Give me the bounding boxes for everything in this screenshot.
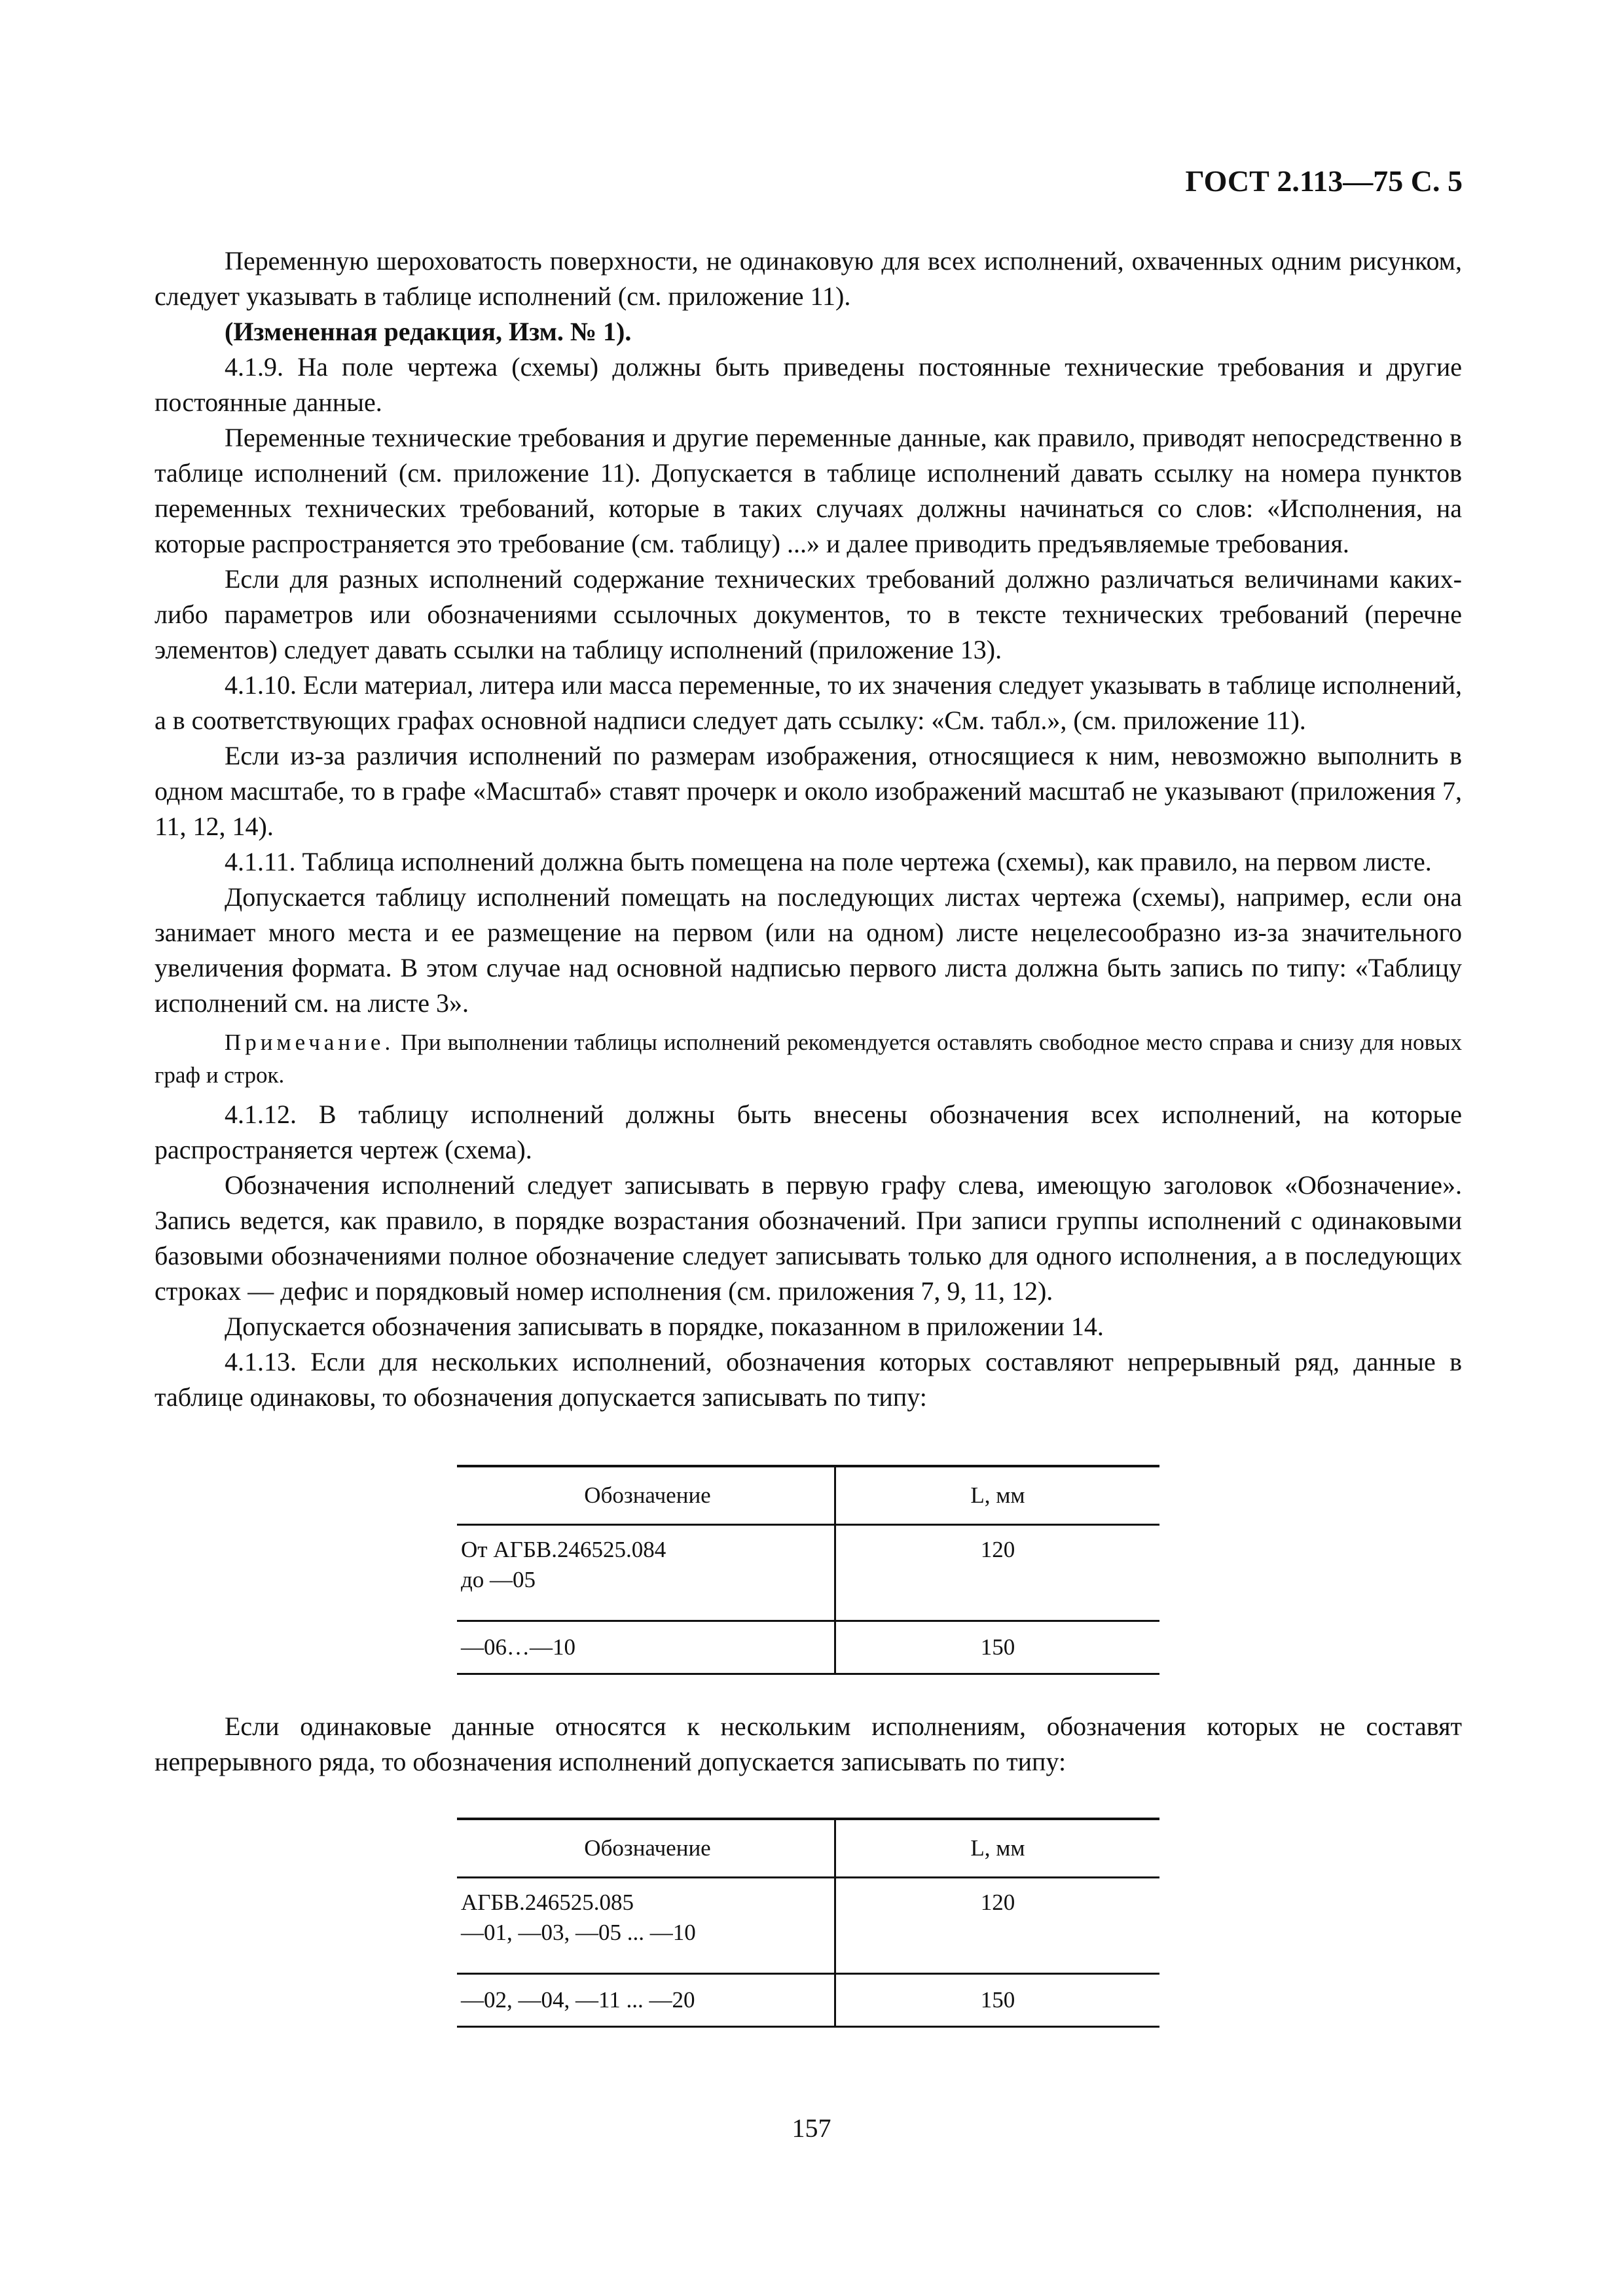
page-number: 157 bbox=[792, 2113, 831, 2143]
table-cell-designation bbox=[457, 1525, 835, 1621]
table-cell-length: 120 bbox=[835, 1878, 1160, 1974]
note-paragraph bbox=[155, 1026, 1462, 1092]
table-cell-length: 120 bbox=[835, 1525, 1160, 1621]
paragraph: Обозначения исполнений следует записывать в первую графу слева, имеющую заголовок «Обозначение». Запись ведется, как правило, в порядке возрастания обозначений. При записи группы исполнений с одинаковыми базовыми обозначениями полное обозначение следует записывать только для одного исполнения, а в последующих строках — дефис и порядковый номер исполнения (см. приложения 7, 9, 11, 12). bbox=[155, 1170, 1462, 1306]
column-header-length-text: L, мм bbox=[970, 1482, 1025, 1508]
table-cell-designation: —02, —04, —11 ... —20 bbox=[457, 1974, 835, 2027]
column-header-length bbox=[835, 1466, 1160, 1525]
paragraph: Если из-за различия исполнений по размерам изображения, относящиеся к ним, невозможно выполнить в одном масштабе, то в графе «Масштаб» ставят прочерк и около изображений масштаб не указывают (приложения 7, 11, 12, 14). bbox=[155, 741, 1462, 841]
table-row bbox=[457, 1878, 1159, 1974]
column-header-designation: Обозначение bbox=[457, 1466, 835, 1525]
table-row bbox=[457, 1525, 1159, 1621]
table-2-wrapper bbox=[155, 1818, 1462, 2028]
paragraph: Если для разных исполнений содержание технических требований должно различаться величинами каких-либо параметров или обозначениями ссылочных документов, то в тексте технических требований (перечне элементов) следует давать ссылки на таблицу исполнений (приложение 13). bbox=[155, 564, 1462, 664]
paragraph: 4.1.10. Если материал, литера или масса переменные, то их значения следует указывать в таблице исполнений, а в соответствующих графах основной надписи следует дать ссылку: «См. табл.», (см. приложение 11). bbox=[155, 670, 1462, 735]
table-header-row bbox=[457, 1466, 1159, 1525]
designation-line: —01, —03, —05 ... —10 bbox=[461, 1920, 696, 1945]
designation-table-2 bbox=[457, 1818, 1159, 2028]
table-row bbox=[457, 1974, 1159, 2027]
paragraph: Переменные технические требования и другие переменные данные, как правило, приводят непосредственно в таблице исполнений (см. приложение 11). Допускается в таблице исполнений давать ссылку на номера пунктов переменных технических требований, которые в таких случаях должны начинаться со слов: «Исполнения, на которые распространяется это требование (см. таблицу) ...» и далее приводить предъявляемые требования. bbox=[155, 423, 1462, 558]
paragraph: 4.1.12. В таблицу исполнений должны быть внесены обозначения всех исполнений, на которые распространяется чертеж (схема). bbox=[155, 1100, 1462, 1164]
paragraph: 4.1.13. Если для нескольких исполнений, обозначения которых составляют непрерывный ряд, данные в таблице одинаковы, то обозначения допускается записывать по типу: bbox=[155, 1347, 1462, 1412]
table-row bbox=[457, 1621, 1159, 1674]
column-header-designation: Обозначение bbox=[457, 1819, 835, 1878]
table-cell-designation bbox=[457, 1878, 835, 1974]
table-1-wrapper bbox=[155, 1465, 1462, 1675]
amendment-note: (Измененная редакция, Изм. № 1). bbox=[225, 317, 632, 346]
designation-line: От АГБВ.246525.084 bbox=[461, 1537, 666, 1562]
page-header: ГОСТ 2.113—75 С. 5 bbox=[1185, 164, 1463, 198]
note-label: Примечание. bbox=[225, 1030, 395, 1055]
table-cell-designation: —06…—10 bbox=[457, 1621, 835, 1674]
designation-line: до —05 bbox=[461, 1567, 536, 1592]
column-header-length: L, мм bbox=[835, 1819, 1160, 1878]
document-body bbox=[155, 243, 1462, 2028]
paragraph: Допускается таблицу исполнений помещать на последующих листах чертежа (схемы), например, если она занимает много места и ее размещение на первом (или на одном) листе нецелесообразно из-за значительного увеличения формата. В этом случае над основной надписью первого листа должна быть запись по типу: «Таблицу исполнений см. на листе 3». bbox=[155, 882, 1462, 1018]
table-cell-length: 150 bbox=[835, 1974, 1160, 2027]
paragraph: 4.1.11. Таблица исполнений должна быть помещена на поле чертежа (схемы), как правило, на первом листе. bbox=[225, 847, 1432, 876]
designation-line: АГБВ.246525.085 bbox=[461, 1890, 634, 1915]
paragraph: Допускается обозначения записывать в порядке, показанном в приложении 14. bbox=[225, 1312, 1104, 1341]
paragraph: 4.1.9. На поле чертежа (схемы) должны быть приведены постоянные технические требования и другие постоянные данные. bbox=[155, 352, 1462, 417]
paragraph: Если одинаковые данные относятся к нескольким исполнениям, обозначения которых не составят непрерывного ряда, то обозначения исполнений допускается записывать по типу: bbox=[155, 1712, 1462, 1776]
designation-table-1 bbox=[457, 1465, 1159, 1675]
paragraph: Переменную шероховатость поверхности, не одинаковую для всех исполнений, охваченных одним рисунком, следует указывать в таблице исполнений (см. приложение 11). bbox=[155, 246, 1462, 311]
table-cell-length: 150 bbox=[835, 1621, 1160, 1674]
table-header-row bbox=[457, 1819, 1159, 1878]
note-text: При выполнении таблицы исполнений рекомендуется оставлять свободное место справа и снизу для новых граф и строк. bbox=[155, 1030, 1463, 1088]
